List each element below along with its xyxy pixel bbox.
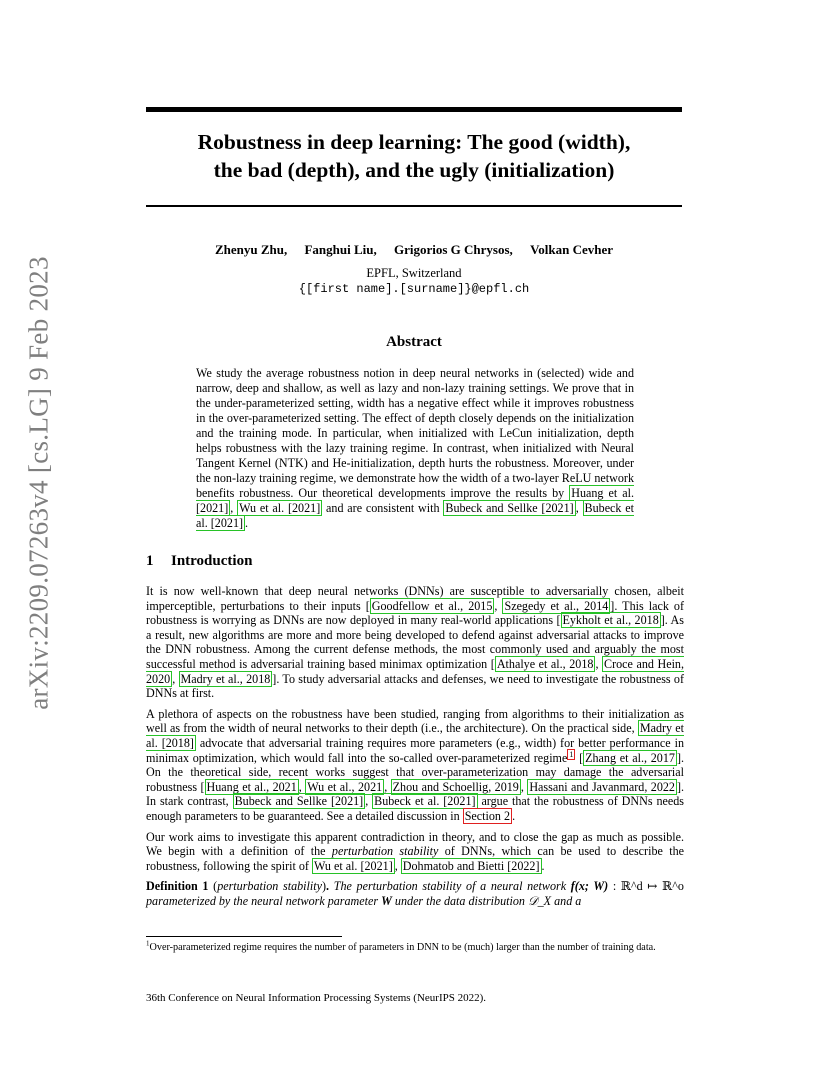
footnote-mark: 1: [146, 939, 150, 948]
paragraph-text: ]. On the theoretical side, recent works suggest that over-parameterization may damage the adversarial robustness [: [146, 750, 684, 794]
affiliation: EPFL, Switzerland: [366, 266, 462, 280]
citation-link[interactable]: Bubeck et al. [2021]: [196, 501, 635, 530]
arxiv-stamp-text: arXiv:2209.07263v4 [cs.LG] 9 Feb 2023: [23, 256, 54, 710]
author-email: {[first name].[surname]}@epfl.ch: [298, 282, 530, 296]
author-name: Zhenyu Zhu,: [214, 242, 288, 257]
citation-link[interactable]: Zhou and Schoellig, 2019: [392, 779, 519, 794]
paragraph-text: advocate that adversarial training requires more parameters (e.g., width) for better performance in minimax optimization, which would fall into the so-called over-parameterized regime: [146, 735, 684, 765]
citation-link[interactable]: Athalye et al., 2018: [496, 656, 594, 671]
paragraph-text: ]. This lack of robustness is worrying as DNNs are now deployed in many real-world applications [: [146, 598, 685, 628]
abstract-heading: Abstract: [386, 334, 442, 350]
citation-link[interactable]: Bubeck and Sellke [2021]: [234, 794, 364, 809]
abstract-text: and are consistent with: [326, 501, 440, 515]
section-number: 1: [146, 553, 154, 569]
footnote: [146, 941, 684, 954]
citation-link[interactable]: Bubeck et al. [2021]: [374, 794, 476, 809]
citation-link[interactable]: Eykholt et al., 2018: [562, 613, 659, 628]
abstract-text: We study the average robustness notion in deep neural networks in (selected) wide and narrow, deep and shallow, as well as lazy and non-lazy training settings. We prove that in the under-parameterized setting, width has a negative effect while it improves robustness in the over-parameterized setting. The effect of depth closely depends on the initialization and the training mode. In particular, when initialized with LeCun initialization, depth helps robustness with the lazy training regime. In contrast, when initialized with Neural Tangent Kernel (NTK) and He-initialization, depth hurts the robustness. Moreover, under the non-lazy training regime, we demonstrate how the width of a two-layer ReLU network benefits robustness. Our theoretical developments improve the results by: [196, 366, 634, 500]
paragraph-text: ]. To study adversarial attacks and defenses, we need to investigate the robustness of DNNs at first.: [146, 671, 684, 701]
paragraph-text: Our work aims to investigate this apparent contradiction in theory, and to close the gap as much as possible. We begin with a definition of the: [146, 829, 684, 859]
definition-name: perturbation stability: [217, 879, 322, 894]
citation-link[interactable]: Szegedy et al., 2014: [504, 598, 609, 613]
paragraph-text: argue that the robustness of DNNs needs enough parameters to be guaranteed. See a detailed discussion in: [146, 794, 684, 823]
definition-text: under the data distribution: [394, 893, 525, 908]
author-name: Fanghui Liu,: [304, 242, 377, 257]
definition-text: parameterized by the neural network parameter: [146, 893, 379, 908]
paragraph: Our work aims to investigate this apparent contradiction in theory, and to close the gap as much as possible. We begin with a definition of the perturbation stability of DNNs, which can be used to describe the robustness, following the spirit of Wu et al. [2021] , Dohmatob and Bietti [2022] .: [146, 829, 684, 873]
footnote-rule: [146, 936, 342, 937]
math-mapping: ℝ^d ↦ ℝ^o: [620, 879, 684, 894]
citation-link[interactable]: Huang et al., 2021: [206, 779, 297, 794]
citation-link[interactable]: Dohmatob and Bietti [2022]: [402, 858, 540, 873]
paragraph: It is now well-known that deep neural networks (DNNs) are susceptible to adversarially chosen, albeit imperceptible, perturbations to their inputs [ Goodfellow et al., 2015 , Szegedy et al., 2014 ]. This lack of robustness is worrying as DNNs are now deployed in many real-world applications [ Eykholt et al., 2018 ]. As a result, new algorithms are more and more being developed to defend against adversarial attacks to improve the DNN robustness. Among the current defense methods, the most commonly used and arguably the most successful method is adversarial training based minimax optimization [ Athalye et al., 2018 , Croce and Hein, 2020 , Madry et al., 2018 ]. To study adversarial attacks and defenses, we need to investigate the robustness of DNNs at first.: [146, 584, 685, 701]
citation-link[interactable]: Bubeck and Sellke [2021]: [445, 501, 574, 515]
title-line-2: the bad (depth), and the ugly (initialization): [213, 158, 615, 182]
introduction-body: [146, 584, 684, 914]
citation-link[interactable]: Hassani and Javanmard, 2022: [529, 779, 675, 794]
citation-link[interactable]: Wu et al. [2021]: [313, 858, 393, 873]
citation-link[interactable]: Huang et al. [2021]: [196, 486, 634, 515]
definition-text: and a: [554, 893, 582, 908]
math-param: W: [381, 893, 392, 908]
paragraph: A plethora of aspects on the robustness have been studied, ranging from algorithms to their initialization as well as from the width of neural networks to their depth (i.e., the architecture). On the practical side, Madry et al. [2018] advocate that adversarial training requires more parameters (e.g., width) for better performance in minimax optimization, which would fall into the so-called over-parameterized regime $^1$ [ Zhang et al., 2017 ]. On the theoretical side, recent works suggest that over-parameterization may damage the adversarial robustness [ Huang et al., 2021 , Wu et al., 2021 , Zhou and Schoellig, 2019 , Hassani and Javanmard, 2022 ]. In stark contrast, Bubeck and Sellke [2021] , Bubeck et al. [2021] argue that the robustness of DNNs needs enough parameters to be guaranteed. See a detailed discussion in Section 2 .: [146, 706, 685, 823]
paragraph-text: ]. In stark contrast,: [146, 779, 685, 809]
citation-link[interactable]: Madry et al., 2018: [180, 671, 271, 686]
citation-link[interactable]: Wu et al., 2021: [307, 779, 383, 794]
author-name: Volkan Cevher: [530, 242, 614, 257]
paragraph-text: ]. As a result, new algorithms are more and more being developed to defend against adversarial attacks to improve the DNN robustness. Among the current defense methods, the most commonly used and arguably the most successful method is adversarial training based minimax optimization [: [146, 613, 684, 671]
footnote-link[interactable]: 1: [569, 749, 574, 759]
paragraph-text: A plethora of aspects on the robustness have been studied, ranging from algorithms to their initialization as well as from the width of neural networks to their depth (i.e., the architecture). On the practical side,: [146, 706, 684, 736]
citation-link[interactable]: Goodfellow et al., 2015: [371, 598, 493, 613]
citation-link[interactable]: Madry et al. [2018]: [146, 721, 684, 750]
footnote-text: Over-parameterized regime requires the number of parameters in DNN to be (much) larger than the number of training data.: [149, 942, 656, 953]
title-rule-bottom: [146, 205, 682, 207]
title-line-1: Robustness in deep learning: The good (width),: [197, 130, 631, 154]
citation-link[interactable]: Croce and Hein, 2020: [146, 656, 685, 686]
paper-title: [146, 128, 682, 184]
abstract-body: We study the average robustness notion in deep neural networks in (selected) wide and narrow, deep and shallow, as well as lazy and non-lazy training settings. We prove that in the under-parameterized setting, width has a negative effect while it improves robustness in the over-parameterized setting. The effect of depth closely depends on the initialization and the training mode. In particular, when initialized with LeCun initialization, depth helps robustness with the lazy training regime. In contrast, when initialized with Neural Tangent Kernel (NTK) and He-initialization, depth hurts the robustness. Moreover, under the non-lazy training regime, we demonstrate how the width of a two-layer ReLU network benefits robustness. Our theoretical developments improve the results by Huang et al. [2021] , Wu et al. [2021] and are consistent with Bubeck and Sellke [2021] , Bubeck et al. [2021] .: [196, 366, 635, 530]
citation-link[interactable]: Wu et al. [2021]: [239, 501, 321, 515]
definition-label: Definition 1: [146, 879, 209, 894]
definition: Definition 1 (perturbation stability). The perturbation stability of a neural network f(x; W) : ℝ^d ↦ ℝ^o parameterized by the neural network parameter W under the data distribution 𝒟_X and a: [146, 879, 684, 908]
paragraph-text: of DNNs, which can be used to describe the robustness, following the spirit of: [146, 844, 684, 873]
emphasis-term: perturbation stability: [331, 844, 439, 859]
conference-note: 36th Conference on Neural Information Processing Systems (NeurIPS 2022).: [146, 992, 487, 1004]
section-heading-introduction: [146, 553, 252, 570]
author-list: [146, 242, 682, 258]
section-title: Introduction: [171, 553, 253, 569]
paragraph-text: It is now well-known that deep neural networks (DNNs) are susceptible to adversarially chosen, albeit imperceptible, perturbations to their inputs [: [146, 584, 684, 613]
math-distribution: 𝒟_X: [527, 893, 552, 908]
author-name: Grigorios G Chrysos,: [394, 242, 513, 257]
citation-link[interactable]: Zhang et al., 2017: [585, 750, 675, 765]
definition-text: The perturbation stability of a neural network: [333, 879, 567, 894]
section-ref-link[interactable]: Section 2: [464, 808, 511, 823]
math-function: f(x; W): [570, 879, 609, 894]
title-rule-top: [146, 107, 682, 112]
